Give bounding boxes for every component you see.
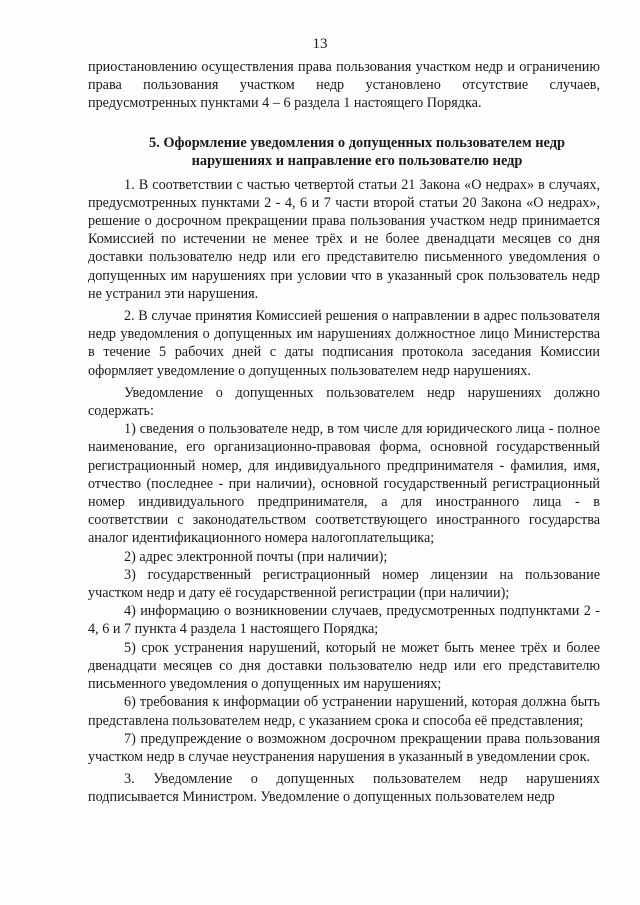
paragraph-1: 1. В соответствии с частью четвертой статьи 21 Закона «О недрах» в случаях, предусмотренных пунктами 2 - 4, 6 и 7 части второй статьи 20 Закона «О недрах», решение о досрочном прекращении права пользования участком недр принимается Комиссией по истечении не менее трёх и не более двенадцати месяцев со дня доставки пользователю недр или его представителю письменного уведомления о допущенных им нарушениях при условии что в указанный срок пользователь недр не устранил эти нарушения. — [88, 176, 600, 302]
paragraph-2: 2. В случае принятия Комиссией решения о направлении в адрес пользователя недр уведомления о допущенных им нарушениях должностное лицо Министерства в течение 5 рабочих дней с даты подписания протокола заседания Комиссии оформляет уведомление о допущенных пользователем недр нарушениях. — [88, 308, 600, 379]
section-heading: 5. Оформление уведомления о допущенных пользователем недр нарушениях и направление его пользователю недр — [148, 134, 566, 169]
paragraph-3: 3. Уведомление о допущенных пользователем недр нарушениях подписывается Министром. Уведомление о допущенных пользователем недр — [88, 771, 600, 806]
document-body — [88, 58, 600, 807]
page-number: 13 — [312, 36, 328, 52]
list-item-4: 4) информацию о возникновении случаев, предусмотренных подпунктами 2 - 4, 6 и 7 пункта 4 раздела 1 настоящего Порядка; — [88, 603, 600, 638]
list-item-3: 3) государственный регистрационный номер лицензии на пользование участком недр и дату её государственной регистрации (при наличии); — [88, 566, 600, 602]
list-item-1: 1) сведения о пользователе недр, в том числе для юридического лица - полное наименование, его организационно-правовая форма, основной государственный регистрационный номер, для индивидуального предпринимателя - фамилия, имя, отчество (последнее - при наличии), основной государственный регистрационный номер индивидуального предпринимателя, а для иностранного лица - в соответствии с законодательством соответствующего иностранного государства аналог идентификационного номера налогоплательщика; — [88, 421, 600, 547]
paragraph-notice-contents: Уведомление о допущенных пользователем недр нарушениях должно содержать: — [88, 384, 600, 420]
list-item-6: 6) требования к информации об устранении нарушений, которая должна быть представлена пользователем недр, с указанием срока и способа её представления; — [88, 694, 600, 729]
list-item-5: 5) срок устранения нарушений, который не может быть менее трёх и более двенадцати месяцев со дня доставки пользователю недр или его представителю письменного уведомления о допущенных им нарушениях; — [88, 639, 600, 693]
list-item-7: 7) предупреждение о возможном досрочном прекращении права пользования участком недр в случае неустранения нарушения в указанный в уведомлении срок. — [88, 730, 600, 765]
intro-paragraph: приостановлению осуществления права пользования участком недр и ограничению права пользования участком недр установлено отсутствие случаев, предусмотренных пунктами 4 – 6 раздела 1 настоящего Порядка. — [88, 59, 600, 112]
list-item-2: 2) адрес электронной почты (при наличии); — [124, 548, 388, 565]
